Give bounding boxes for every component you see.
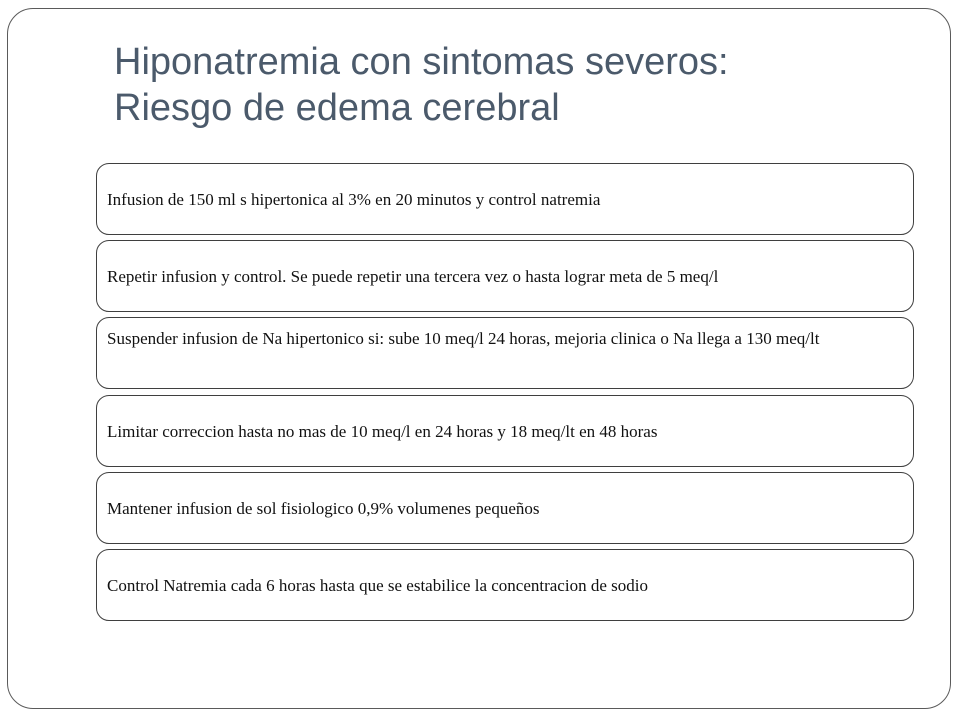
step-box-1 — [96, 163, 914, 235]
slide-title — [114, 39, 894, 131]
step-text-4: Limitar correccion hasta no mas de 10 meq/l en 24 horas y 18 meq/lt en 48 horas — [107, 421, 658, 441]
title-line-1: Hiponatremia con sintomas severos: — [114, 41, 729, 83]
step-text-3: Suspender infusion de Na hipertonico si: sube 10 meq/l 24 horas, mejoria clinica o Na llega a 130 meq/lt — [107, 329, 820, 348]
step-text-5: Mantener infusion de sol fisiologico 0,9% volumenes pequeños — [107, 498, 540, 518]
step-text-1: Infusion de 150 ml s hipertonica al 3% en 20 minutos y control natremia — [107, 189, 601, 209]
step-box-3 — [96, 317, 914, 389]
step-box-6 — [96, 549, 914, 621]
step-box-4 — [96, 395, 914, 467]
step-box-2 — [96, 240, 914, 312]
step-text-6: Control Natremia cada 6 horas hasta que se estabilice la concentracion de sodio — [107, 575, 648, 595]
title-line-2: Riesgo de edema cerebral — [114, 87, 560, 129]
step-text-2: Repetir infusion y control. Se puede repetir una tercera vez o hasta lograr meta de 5 meq/l — [107, 266, 719, 286]
step-box-5 — [96, 472, 914, 544]
